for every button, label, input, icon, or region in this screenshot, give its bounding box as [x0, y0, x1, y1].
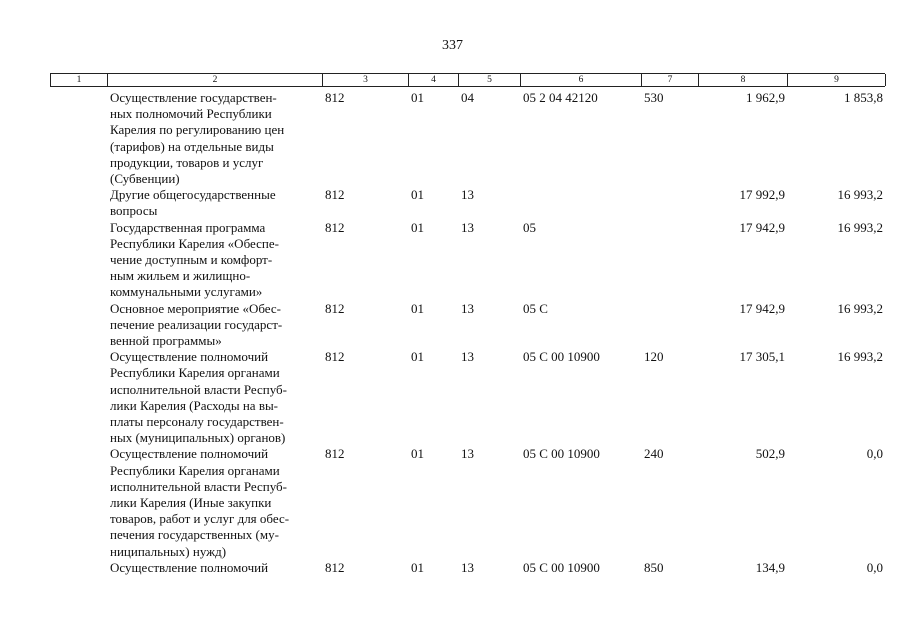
- cell-vedomstvo: 812: [325, 90, 345, 105]
- cell-col1: [50, 560, 107, 576]
- cell-name: [107, 90, 322, 187]
- name-line: лики Карелия (Иные закупки: [110, 495, 272, 511]
- cell-sum-1: 1 962,9: [746, 90, 785, 105]
- cell-podrazdel: 13: [461, 446, 474, 462]
- cell-vedomstvo: 812: [325, 559, 345, 575]
- cell-razdel: 01: [411, 559, 424, 575]
- cell-sum-2: 16 993,2: [837, 349, 883, 365]
- cell-razdel: 01: [411, 349, 424, 365]
- name-line: платы персоналу государствен-: [110, 414, 284, 430]
- name-line: ниципальных) нужд): [110, 543, 227, 559]
- cell-podrazdel: 13: [461, 219, 474, 235]
- cell-name: [107, 560, 322, 576]
- cell-podrazdel: 13: [461, 300, 474, 316]
- cell-razdel: 01: [411, 300, 424, 316]
- cell-expense-type: [641, 220, 698, 301]
- cell-sum-2: 16 993,2: [837, 300, 883, 316]
- cell-target-article: 05: [523, 219, 536, 235]
- name-line: Государственная программа: [110, 219, 266, 235]
- name-line: Другие общегосударственные: [110, 187, 276, 203]
- cell-col1: [50, 187, 107, 219]
- cell-sum-1: 502,9: [755, 446, 785, 462]
- cell-sum-1: 17 942,9: [739, 300, 785, 316]
- table-row: [50, 220, 885, 301]
- cell-target-article: 05 С 00 10900: [523, 559, 600, 575]
- name-line: печение реализации государст-: [110, 316, 283, 332]
- name-line: лики Карелия (Расходы на вы-: [110, 397, 279, 413]
- name-line: печения государственных (му-: [110, 527, 279, 543]
- cell-col1: [50, 301, 107, 350]
- table-body: [50, 87, 885, 576]
- cell-expense-type: [641, 301, 698, 350]
- cell-sum-2: 0,0: [866, 559, 883, 575]
- cell-target-article: 05 С: [523, 300, 548, 316]
- cell-sum-1: 17 305,1: [739, 349, 785, 365]
- cell-vedomstvo: 812: [325, 219, 345, 235]
- name-line: Основное мероприятие «Обес-: [110, 300, 281, 316]
- cell-podrazdel: 13: [461, 559, 474, 575]
- cell-col1: [50, 90, 107, 187]
- cell-expense-type: 120: [644, 349, 664, 365]
- cell-podrazdel: 13: [461, 187, 474, 203]
- cell-col1: [50, 349, 107, 446]
- cell-name: [107, 349, 322, 446]
- budget-table: [50, 73, 885, 576]
- page-number: 337: [442, 38, 463, 53]
- name-line: Карелия по регулированию цен: [110, 122, 285, 138]
- header-cell-2: 2: [108, 74, 323, 86]
- table-row: [50, 90, 885, 187]
- cell-sum-2: 1 853,8: [844, 90, 883, 105]
- name-line: Осуществление государствен-: [110, 90, 277, 105]
- cell-sum-1: 134,9: [755, 559, 785, 575]
- header-cell-4: 4: [409, 74, 459, 86]
- table-row: [50, 301, 885, 350]
- name-line: товаров, работ и услуг для обес-: [110, 511, 290, 527]
- cell-expense-type: 850: [644, 559, 664, 575]
- cell-razdel: 01: [411, 187, 424, 203]
- name-line: ных (муниципальных) органов): [110, 430, 286, 446]
- cell-vedomstvo: 812: [325, 300, 345, 316]
- cell-vedomstvo: 812: [325, 349, 345, 365]
- cell-sum-2: 0,0: [866, 446, 883, 462]
- name-line: коммунальными услугами»: [110, 284, 263, 300]
- table-row: [50, 349, 885, 446]
- cell-target-article: 05 С 00 10900: [523, 446, 600, 462]
- name-line: ных полномочий Республики: [110, 106, 272, 122]
- cell-target-article: [520, 187, 641, 219]
- name-line: Республики Карелия органами: [110, 365, 280, 381]
- cell-sum-2: 16 993,2: [837, 187, 883, 203]
- cell-target-article: 05 2 04 42120: [523, 90, 598, 105]
- cell-sum-2: 16 993,2: [837, 219, 883, 235]
- name-line: Осуществление полномочий: [110, 559, 269, 575]
- cell-razdel: 01: [411, 219, 424, 235]
- name-line: Республики Карелия «Обеспе-: [110, 235, 279, 251]
- table-row: [50, 560, 885, 576]
- cell-podrazdel: 04: [461, 90, 474, 105]
- cell-name: [107, 220, 322, 301]
- table-row: [50, 187, 885, 219]
- header-cell-1: 1: [51, 74, 108, 86]
- cell-col1: [50, 220, 107, 301]
- cell-name: [107, 446, 322, 559]
- cell-vedomstvo: 812: [325, 446, 345, 462]
- cell-name: [107, 301, 322, 350]
- cell-sum-1: 17 942,9: [739, 219, 785, 235]
- header-cell-8: 8: [699, 74, 788, 86]
- name-line: (тарифов) на отдельные виды: [110, 138, 274, 154]
- table-row: [50, 446, 885, 559]
- cell-sum-1: 17 992,9: [739, 187, 785, 203]
- name-line: чение доступным и комфорт-: [110, 252, 273, 268]
- cell-col1: [50, 446, 107, 559]
- header-cell-6: 6: [521, 74, 642, 86]
- name-line: (Субвенции): [110, 171, 180, 187]
- header-cell-9: 9: [788, 74, 886, 86]
- cell-vedomstvo: 812: [325, 187, 345, 203]
- name-line: Осуществление полномочий: [110, 446, 269, 462]
- cell-expense-type: 530: [644, 90, 664, 105]
- name-line: исполнительной власти Респуб-: [110, 381, 287, 397]
- cell-target-article: 05 С 00 10900: [523, 349, 600, 365]
- cell-expense-type: [641, 187, 698, 219]
- name-line: ным жильем и жилищно-: [110, 268, 251, 284]
- name-line: продукции, товаров и услуг: [110, 154, 264, 170]
- cell-name: [107, 187, 322, 219]
- name-line: Республики Карелия органами: [110, 462, 280, 478]
- header-cell-5: 5: [459, 74, 521, 86]
- name-line: Осуществление полномочий: [110, 349, 269, 365]
- header-cell-7: 7: [642, 74, 699, 86]
- cell-expense-type: 240: [644, 446, 664, 462]
- cell-podrazdel: 13: [461, 349, 474, 365]
- cell-razdel: 01: [411, 446, 424, 462]
- name-line: венной программы»: [110, 333, 222, 349]
- header-cell-3: 3: [323, 74, 409, 86]
- name-line: вопросы: [110, 203, 158, 219]
- table-header-row: [50, 73, 885, 87]
- name-line: исполнительной власти Респуб-: [110, 478, 287, 494]
- cell-razdel: 01: [411, 90, 424, 105]
